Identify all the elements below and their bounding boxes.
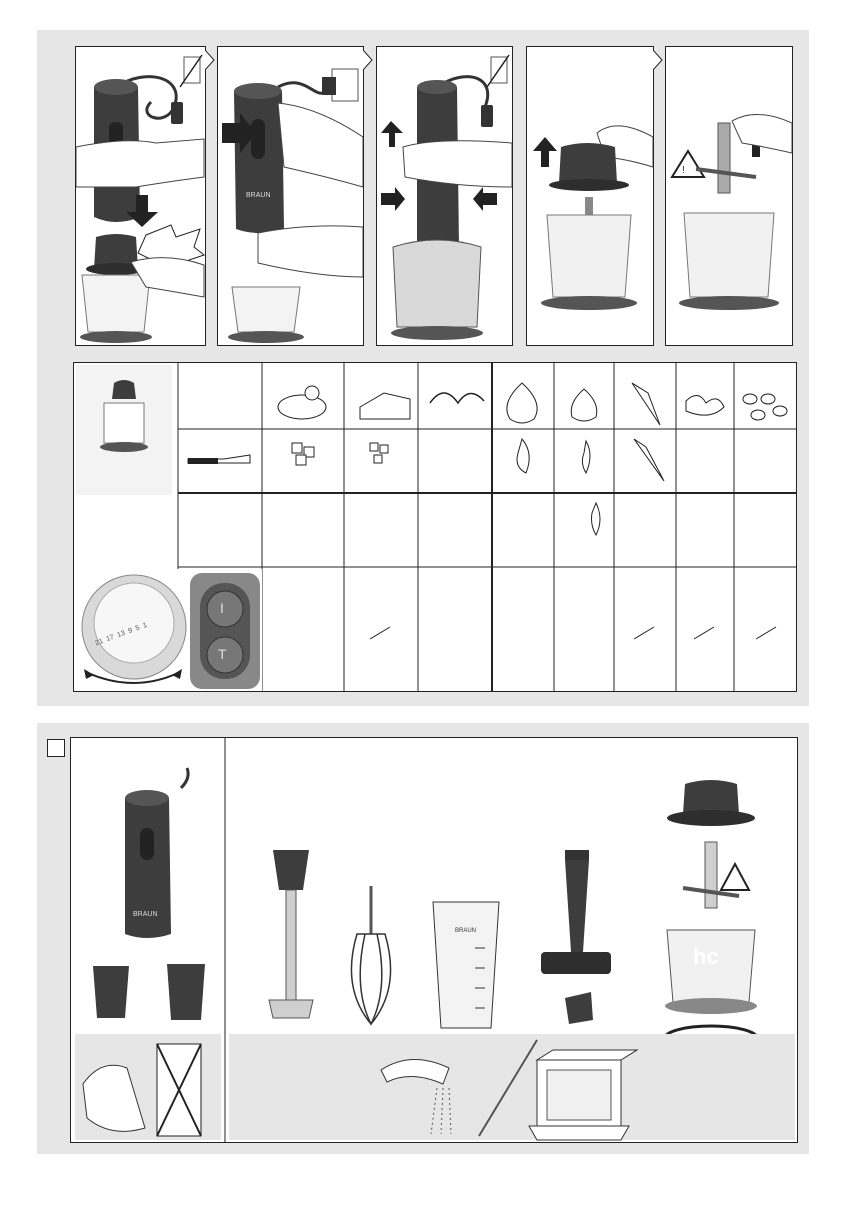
tick-label: 5 (134, 624, 141, 633)
tick-label: 13 (116, 629, 127, 640)
step-4-illustration (527, 47, 653, 345)
step-arrow-icon (653, 50, 663, 70)
onion-slice-icon (517, 439, 529, 473)
lift-lid-icon (533, 137, 557, 167)
onion-icon (507, 383, 537, 423)
step-1-illustration (76, 47, 205, 345)
garlic-small-icon (592, 503, 601, 535)
button-label-t: T (218, 646, 227, 662)
whisk-icon (351, 886, 390, 1024)
svg-text:BRAUN: BRAUN (455, 928, 477, 934)
carrot-icon (632, 383, 660, 425)
step-arrow-icon (205, 50, 215, 70)
no-plug-icon (180, 55, 202, 87)
accessories-illustration (71, 738, 797, 1142)
step-5-illustration (666, 47, 792, 345)
step-arrow-icon (363, 50, 373, 70)
cheese-icon (360, 393, 410, 419)
slash-mark (694, 627, 714, 639)
chopper-icon (665, 780, 757, 1050)
walnuts-icon (686, 395, 724, 415)
step-1-frame (75, 46, 206, 346)
svg-text:!: ! (682, 165, 685, 176)
dishwasher-icon (529, 1050, 637, 1140)
blade-caution-icon (672, 151, 704, 177)
almonds-icon (743, 394, 787, 420)
meat-cubes-icon (292, 443, 314, 465)
no-plug-icon (487, 55, 509, 87)
slash-mark (756, 627, 776, 639)
section-letter-box (47, 739, 65, 757)
step-5-frame (665, 46, 793, 346)
plug-in-icon (322, 69, 358, 101)
blender-shaft-icon (269, 850, 313, 1018)
step-3-illustration (377, 47, 512, 345)
brand-text: BRAUN (246, 192, 271, 199)
garlic-clove-icon (582, 441, 590, 473)
speed-dial-illustration (74, 569, 262, 691)
motor-part-icon (93, 768, 205, 1020)
speed-dial (74, 569, 262, 691)
masher-icon (541, 850, 611, 1024)
tick-label: 9 (127, 627, 134, 636)
step-4-frame (526, 46, 654, 346)
step-3-frame (376, 46, 513, 346)
knife-icon (188, 455, 250, 464)
brand-text: BRAUN (133, 911, 158, 918)
slash-mark (370, 627, 390, 639)
slash-mark (634, 627, 654, 639)
herbs-icon (430, 393, 484, 403)
no-rinse-motor-icon (157, 1044, 201, 1136)
cheese-pieces-icon (370, 443, 388, 463)
button-label-i: I (220, 600, 224, 616)
beaker-icon (433, 902, 499, 1028)
carrot-pieces-icon (634, 439, 664, 481)
tick-label: 21 (94, 637, 105, 648)
tick-label: 17 (105, 633, 116, 644)
chopper-logo: hc (693, 944, 719, 969)
meat-icon (278, 386, 326, 419)
tick-label: 1 (142, 621, 149, 630)
garlic-icon (571, 389, 597, 421)
accessories-frame (70, 737, 798, 1143)
step-2-illustration (218, 47, 363, 345)
step-2-frame (217, 46, 364, 346)
